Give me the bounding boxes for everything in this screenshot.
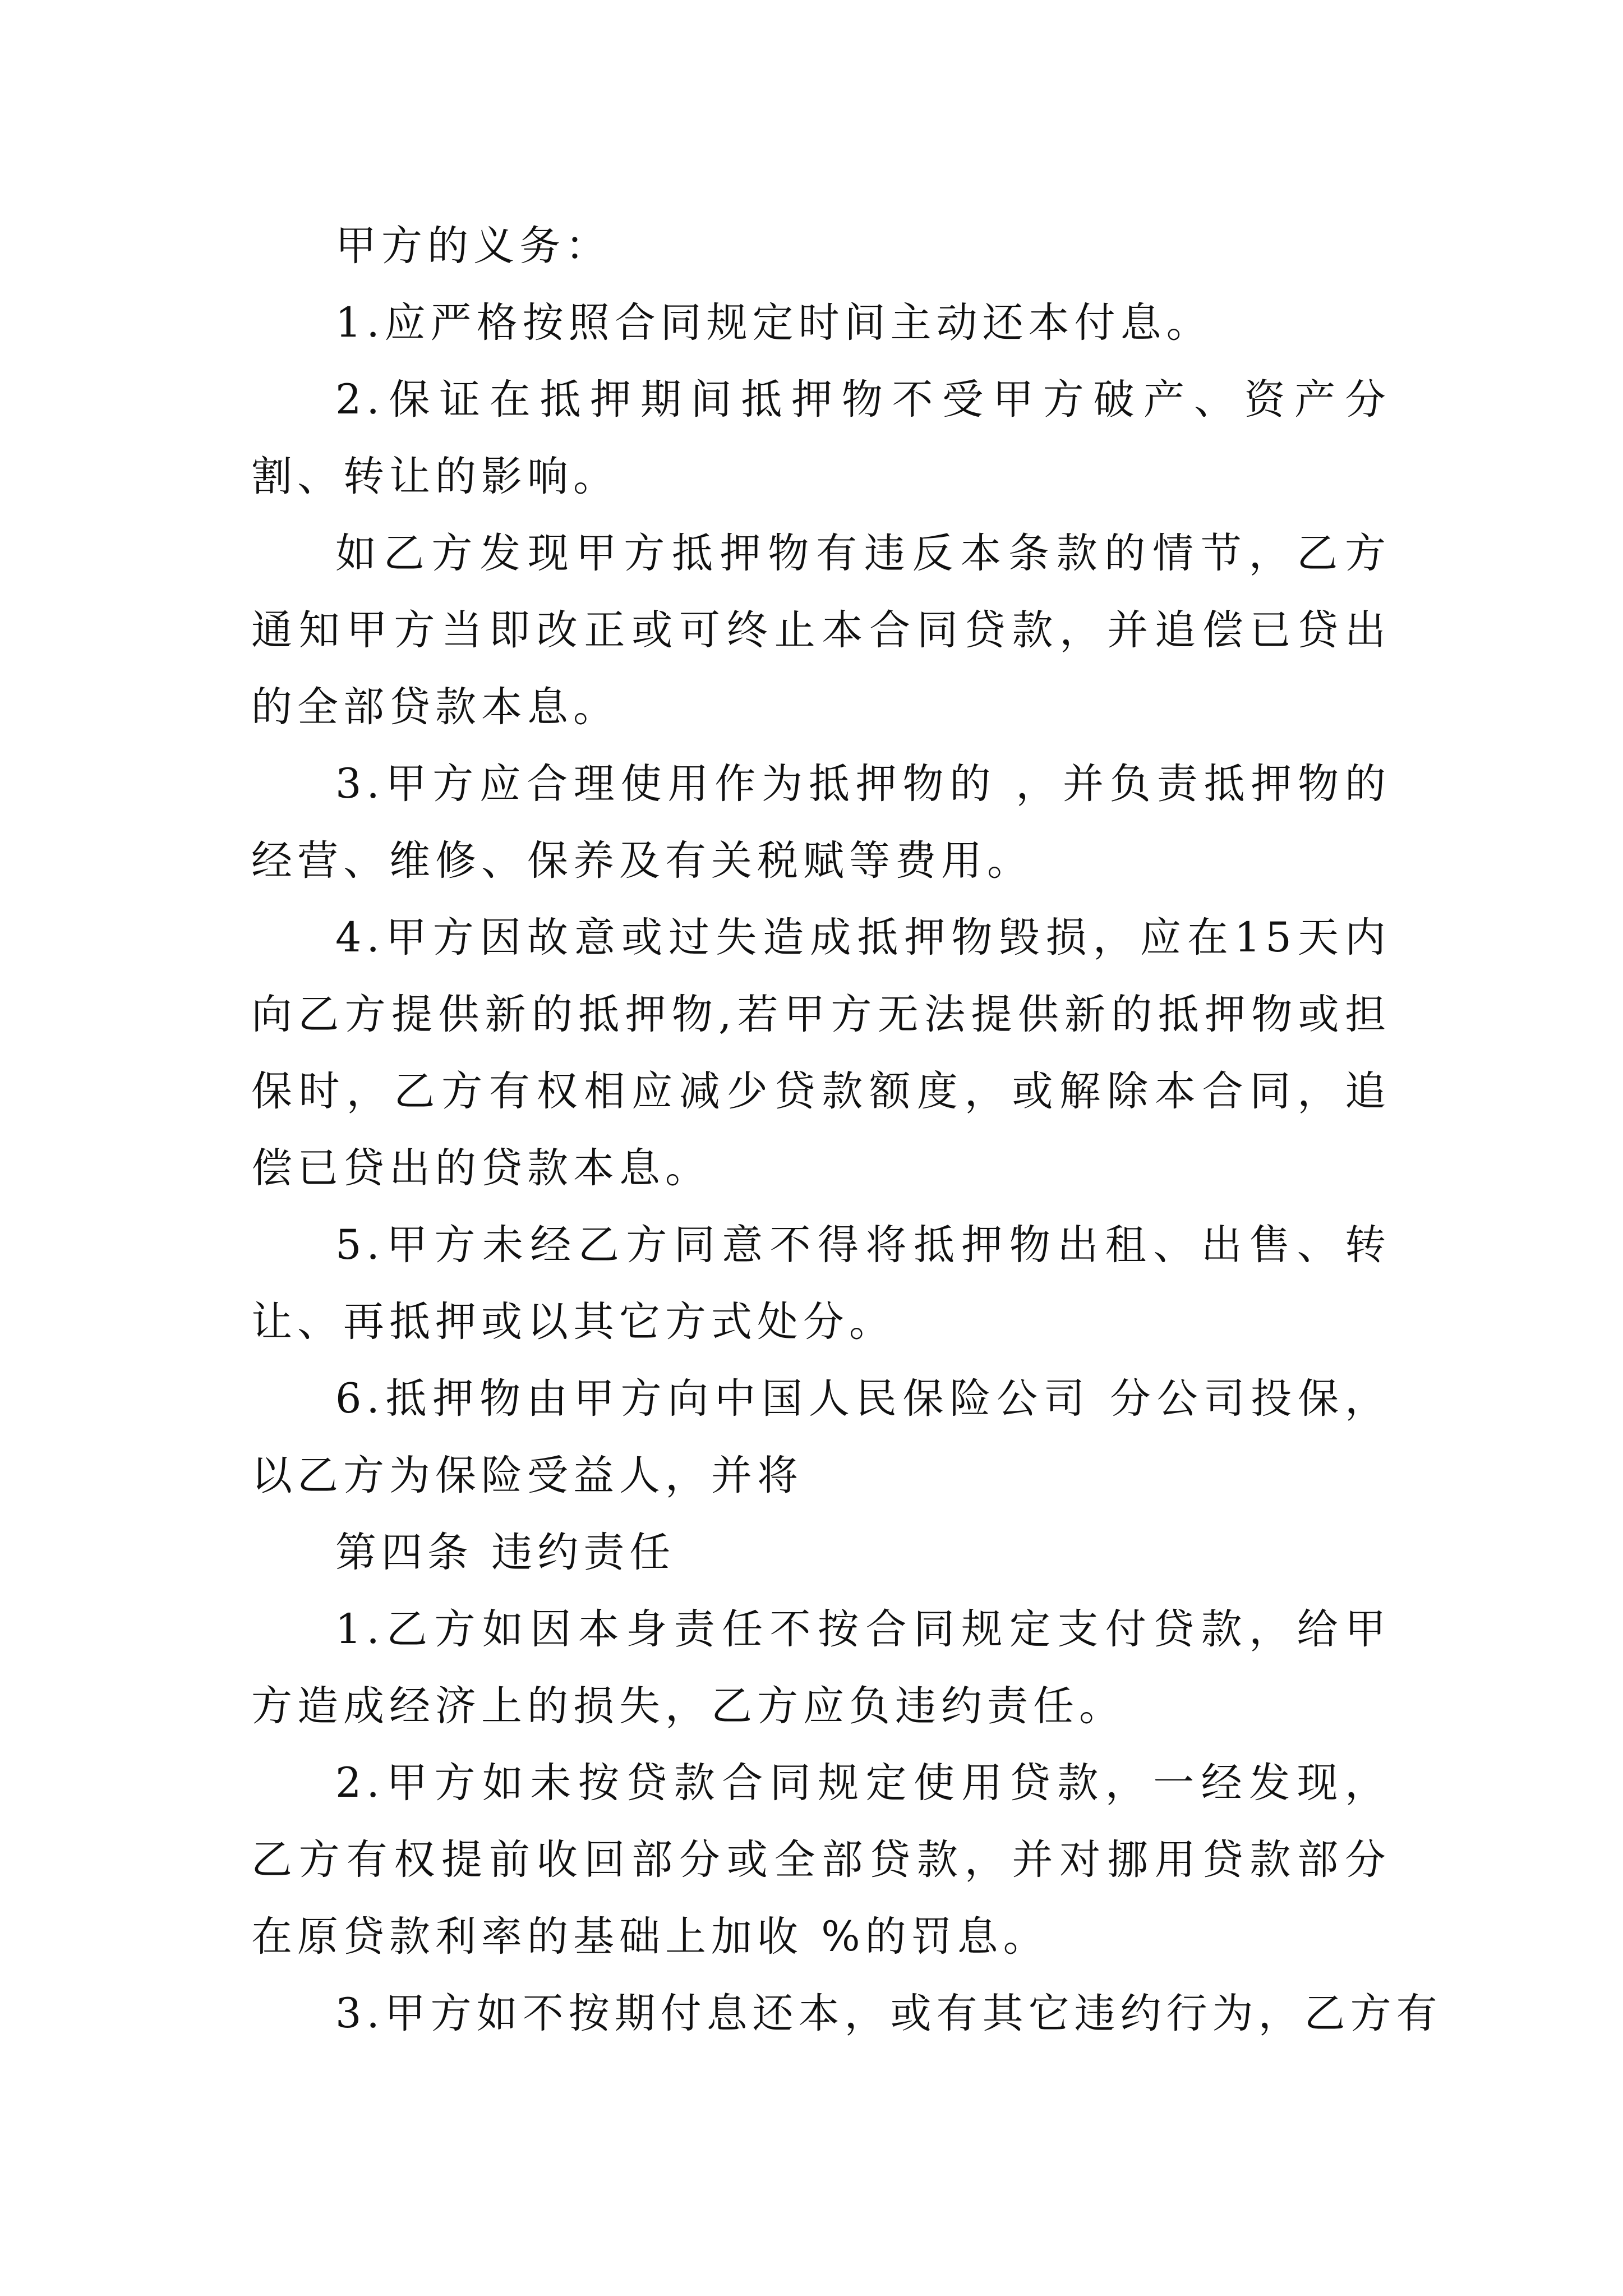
paragraph-clause-2: 2.保证在抵押期间抵押物不受甲方破产、资产分割、转让的影响。 <box>251 376 1391 500</box>
paragraph-clause-1: 1.应严格按照合同规定时间主动还本付息。 <box>335 299 1212 347</box>
paragraph-clause-4: 4.甲方因故意或过失造成抵押物毁损，应在15天内向乙方提供新的抵押物,若甲方无法提供新的抵押物或担保时，乙方有权相应减少贷款额度，或解除本合同，追偿已贷出的贷款本息。 <box>251 914 1391 1192</box>
paragraph-obligations-heading: 甲方的义务： <box>335 222 611 270</box>
paragraph-liability-3: 3.甲方如不按期付息还本，或有其它违约行为，乙方有 <box>335 1990 1442 2037</box>
paragraph-liability-1: 1.乙方如因本身责任不按合同规定支付贷款，给甲方造成经济上的损失，乙方应负违约责任。 <box>251 1605 1391 1730</box>
paragraph-breach-notice: 如乙方发现甲方抵押物有违反本条款的情节，乙方通知甲方当即改正或可终止本合同贷款，并追偿已贷出的全部贷款本息。 <box>251 530 1391 731</box>
section-title-article-4: 第四条 违约责任 <box>335 1529 676 1576</box>
document-body <box>251 208 1442 2052</box>
paragraph-clause-3: 3.甲方应合理使用作为抵押物的 ，并负责抵押物的经营、维修、保养及有关税赋等费用。 <box>251 760 1391 885</box>
paragraph-clause-5: 5.甲方未经乙方同意不得将抵押物出租、出售、转让、再抵押或以其它方式处分。 <box>251 1221 1391 1346</box>
paragraph-clause-6: 6.抵押物由甲方向中国人民保险公司 分公司投保，以乙方为保险受益人，并将 <box>251 1375 1391 1499</box>
paragraph-liability-2: 2.甲方如未按贷款合同规定使用贷款，一经发现，乙方有权提前收回部分或全部贷款，并对挪用贷款部分在原贷款利率的基础上加收 %的罚息。 <box>251 1759 1391 1961</box>
